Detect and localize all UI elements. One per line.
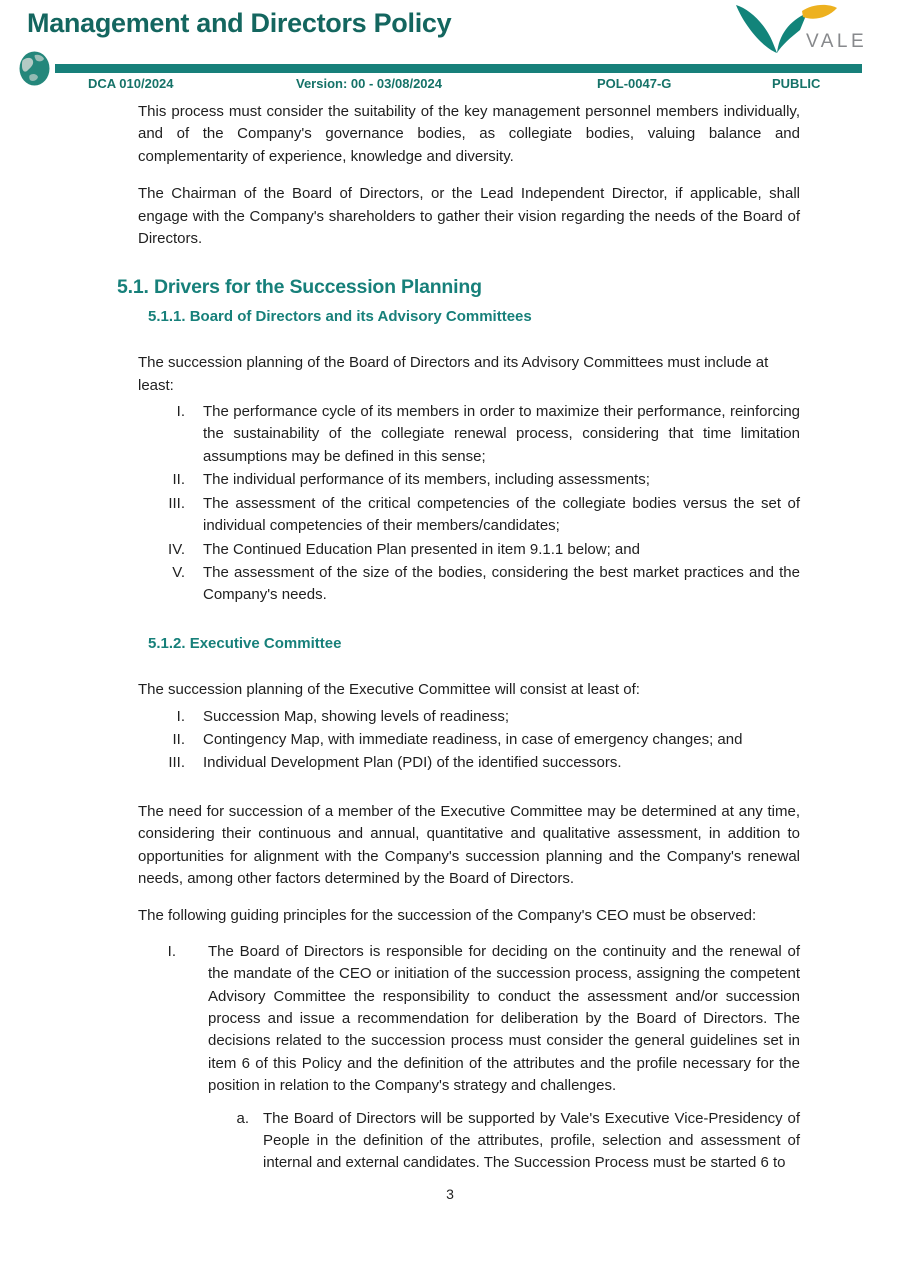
list-5-1-2 [138,706,800,775]
list-marker: I. [176,403,185,421]
list-marker: II. [172,730,185,748]
page-number: 3 [446,1186,454,1202]
list-item [138,752,800,774]
paragraph-chairman: The Chairman of the Board of Directors, or the Lead Independent Director, if applicable, shall engage with the Company's shareholders to gather their vision regarding the needs of the Board of Directors. [138,185,800,248]
document-meta-row [55,76,862,96]
list-text: The Board of Directors will be supported by Vale's Executive Vice-Presidency of People in the definition of the attributes, profile, selection and assessment of internal and external candidates. The Succession Process must be started 6 to [263,1109,800,1172]
list-text: The Continued Education Plan presented in item 9.1.1 below; and [203,540,640,558]
vale-logo-icon [722,3,872,55]
document-body [117,101,800,1176]
list-marker: II. [172,471,185,489]
intro-5-1-1: The succession planning of the Board of Directors and its Advisory Committees must include at least: [138,354,769,394]
list-item [138,562,800,607]
list-item [138,729,800,751]
doc-classification: PUBLIC [772,76,821,91]
page-title: Management and Directors Policy [27,8,452,38]
list-text: The assessment of the critical competencies of the collegiate bodies versus the set of individual competencies of their members/candidates; [203,494,800,535]
list-text: The individual performance of its members, including assessments; [203,471,650,489]
list-item [138,493,800,538]
list-ceo-sub [233,1108,800,1175]
list-item [138,706,800,728]
list-item [138,469,800,491]
list-marker: I. [167,942,176,960]
paragraph-suitability: This process must consider the suitability of the key management personnel members individually, and of the Company's governance bodies, as collegiate bodies, valuing balance and complementarity of experience, knowledge and diversity. [138,103,800,165]
svg-text:VALE: VALE [806,31,868,52]
section-heading-5-1-1: 5.1.1. Board of Directors and its Advisory Committees [148,307,532,325]
header-rule [55,64,862,73]
section-heading-5-1-2: 5.1.2. Executive Committee [148,634,342,652]
list-text: The performance cycle of its members in order to maximize their performance, reinforcing the sustainability of the collegiate renewal process, considering that time limitation assumptions may be defined in this sense; [203,403,800,465]
doc-reference: DCA 010/2024 [88,76,174,91]
globe-icon [19,51,50,86]
list-marker: I. [176,707,185,725]
vale-logo [722,3,872,55]
list-marker: IV. [168,540,185,558]
intro-5-1-2: The succession planning of the Executive Committee will consist at least of: [138,681,640,699]
doc-code: POL-0047-G [597,76,672,91]
list-item [138,941,800,1098]
doc-version: Version: 00 - 03/08/2024 [296,76,442,91]
list-text: The assessment of the size of the bodies, considering the best market practices and the Company's needs. [203,563,800,604]
list-marker: III. [168,494,185,512]
page-footer [0,1186,900,1202]
list-item [233,1108,800,1175]
list-marker: a. [236,1109,249,1127]
list-text: Succession Map, showing levels of readiness; [203,707,509,725]
list-item [138,401,800,468]
list-marker: III. [168,754,185,772]
list-text: The Board of Directors is responsible for deciding on the continuity and the renewal of the mandate of the CEO or initiation of the succession process, assigning the competent Advisory Committee the responsibility to conduct the assessment and/or succession process and issue a recommendation for deliberation by the Board of Directors. The decisions related to the succession process must consider the general guidelines set in item 6 of this Policy and the definition of the attributes and the profile necessary for the position in relation to the Company's strategy and challenges. [208,942,800,1095]
list-item [138,539,800,561]
list-5-1-1 [138,401,800,607]
paragraph-guiding-principles: The following guiding principles for the succession of the Company's CEO must be observed: [138,907,757,925]
section-heading-5-1: 5.1. Drivers for the Succession Planning [117,276,482,299]
list-text: Contingency Map, with immediate readiness, in case of emergency changes; and [203,730,743,748]
list-text: Individual Development Plan (PDI) of the identified successors. [203,754,622,772]
list-ceo-principles [138,941,800,1098]
list-marker: V. [172,563,185,581]
paragraph-need-succession: The need for succession of a member of the Executive Committee may be determined at any time, considering their continuous and annual, quantitative and qualitative assessment, in addition to opportunities for alignment with the Company's succession planning and the Company's renewal needs, among other factors determined by the Board of Directors. [138,802,800,887]
